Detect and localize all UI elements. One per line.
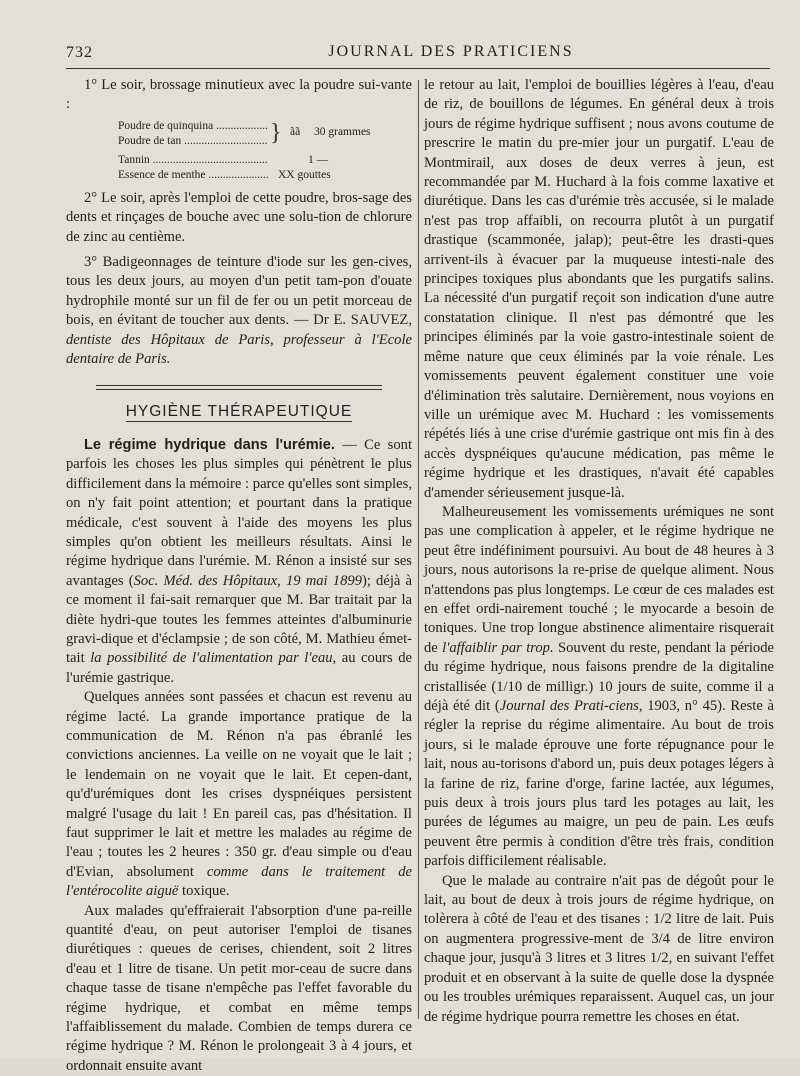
recipe-row (118, 153, 412, 168)
article-paragraph-6: Que le malade au contraire n'ait pas de dégoût pour le lait, au bout de deux à trois jours de régime hydrique, on tolèrera à côté de l'eau et des tisanes : 1/2 litre de lait. Puis on augmentera progressive-ment de 3/4 de litre environ chaque jour, jusqu'à 3 litres et 3 litres 1/2, en suivant l'effet produit et en observant à la suite de quelle dose la dyspnée ou les troubles urémiques reparaissent. Auquel cas, un jour de régime hydrique pourra remettre les choses en état. (424, 872, 774, 1025)
recipe-quantity: 1 — (308, 153, 329, 166)
recipe-quantity: XX gouttes (278, 168, 331, 181)
article-paragraph-5 (424, 503, 774, 872)
article-paragraph-3: Aux malades qu'effraierait l'absorption d'une pa-reille quantité d'eau, on peut autoriser l'emploi de tisanes diurétiques : queues de cerises, chiendent, soit 2 litres d'eau et 1 litre de tisane. Un petit mor-ceau de sucre dans chaque tasse de tisane n'empêche pas l'effet favorable du régime hydrique, et combat en même temps l'affaiblissement du malade. Combien de temps durera ce régime hydrique ? M. Rénon le prolongeait 3 à 4 jours, et ordonnait ensuite avant (66, 902, 412, 1074)
article-text: toxique. (178, 883, 230, 900)
section-separator (96, 385, 382, 390)
paragraph-iodine-text: 3° Badigeonnages de teinture d'iode sur les gen-cives, tous les deux jours, au moyen d'un petit tam-pon d'ouate hydrophile monté sur un fil de fer ou un petit morceau de bois, en évitant de toucher aux dents. — (66, 254, 412, 329)
article-italic: comme dans le traitement de l'entérocolite aiguë (66, 863, 412, 900)
article-paragraph-1 (66, 436, 412, 688)
column-divider (418, 80, 419, 1019)
article-text: — Ce sont parfois les choses les plus simples qui pénètrent le plus difficilement dans la mémoire : parce qu'elles sont simples, on n'y fait point attention; et pourtant dans la pratique médicale, c'est souvent à l'aide des moyens les plus simples qu'on obtient les meilleurs résultats. Ainsi le régime hydrique dans l'urémie. M. Rénon a insisté sur ses avantages ( (66, 436, 412, 589)
author-name: Dr E. SAUVEZ, (313, 312, 412, 329)
recipe-ingredient: Poudre de quinquina ..... (118, 119, 268, 134)
article-reference: Soc. Méd. des Hôpitaux, 19 mai 1899 (133, 572, 362, 589)
paragraph-iodine (66, 253, 412, 369)
paragraph-brushing: 1° Le soir, brossage minutieux avec la poudre sui-vante : (66, 77, 412, 113)
text-columns (66, 76, 775, 1074)
paragraph-rinse: 2° Le soir, après l'emploi de cette poudre, bros-sage des dents et rinçages de bouche avec une solu-tion de chlorure de zinc au centième. (66, 189, 412, 245)
recipe-table (118, 119, 412, 183)
recipe-aa-label: ãã (290, 125, 301, 138)
page-number: 732 (66, 44, 93, 61)
section-title (66, 402, 412, 421)
recipe-brace: } (270, 119, 282, 146)
article-italic: l'affaiblir par trop. (442, 639, 554, 656)
recipe-ingredient: Essence de menthe ..... (118, 168, 268, 183)
header-rule (66, 68, 770, 69)
page-header (62, 38, 770, 64)
recipe-ingredient: Poudre de tan ..... (118, 134, 268, 149)
article-title: Le régime hydrique dans l'urémie. (84, 436, 335, 453)
right-column (424, 76, 774, 1027)
recipe-row (118, 168, 412, 183)
left-column (66, 76, 412, 1076)
article-text: au cours de l'urémie gastrique. (66, 650, 412, 686)
journal-title: JOURNAL DES PRATICIENS (328, 43, 574, 60)
article-reference: Journal des Prati-ciens (499, 698, 639, 714)
article-italic: la possibilité de l'alimentation par l'eau, (90, 650, 337, 667)
article-text: , 1903, n° 45). Reste à régler la reprise du régime alimentaire. Au bout de trois jours, si le malade éprouve une forte répugnance pour le lait, nous au-torisons d'abord un, puis deux potages légers à la farine de riz, farine d'orge, farine lactée, aux légumes, puis deux à trois jours plus tard les potages au lait, les purées de légumes au maigre, un peu de pain. Les œufs peuvent être permis à condition d'être très frais, condition parfois difficilement réalisable. (424, 698, 775, 870)
author-title: dentiste des Hôpitaux de Paris, professeur à l'Ecole dentaire de Paris. (66, 331, 412, 368)
article-text: Malheureusement les vomissements urémiques ne sont pas une complication à appeler, et le régime hydrique ne peut être indéfiniment poursuivi. Au bout de 48 heures à 3 jours, nous autorisons la re-prise de quelque aliment. Nous n'attendons pas plus longtemps. Le cœur de ces malades est en effet ordi-nairement touché ; le myocarde a besoin de toniques. Une trop longue abstinence alimentaire risquerait de (424, 503, 774, 656)
section-title-text: HYGIÈNE THÉRAPEUTIQUE (125, 403, 353, 421)
article-paragraph-2 (66, 688, 412, 901)
article-text: Quelques années sont passées et chacun est revenu au régime lacté. La grande importance pratique de la communication de M. Rénon n'a pas ébranlé les convictions anciennes. La veille on ne voyait que le lait ; le lendemain on ne voyait que le lait. Et cepen-dant, qu'd'urémiques dont les crises dyspnéiques persistent malgré l'usage du lait ! En pareil cas, pas d'hésitation. Il faut supprimer le lait et mettre les malades au régime de l'eau ; toutes les 2 heures : 350 gr. d'eau simple ou d'eau d'Evian, absolument (66, 689, 412, 880)
recipe-ingredient: Tannin ..... (118, 153, 268, 168)
article-text: ); déjà à ce moment il fai-sait remarquer que M. Bar traitait par la diète hydri-que toutes les femmes atteintes d'albuminurie gravi-dique et d'éclampsie ; de son côté, M. Mathieu émet-tait (66, 572, 413, 667)
article-paragraph-4: le retour au lait, l'emploi de bouillies légères à l'eau, d'eau de riz, de bouillons de légumes. En général deux à trois jours de régime hydrique suffisent ; nous avons coutume de prescrire le matin du pre-mier jour un purgatif. L'eau de Montmirail, aux doses de deux verres à jeun, est recommandée par M. Huchard à la fois comme laxative et diurétique. Dans les cas d'urémie très accusée, si le malade n'est pas trop affaibli, on recourra plutôt à un purgatif drastique (scammonée, jalap); peut-être les drasti-ques arrivent-ils à évacuer par la muqueuse intesti-nale des principes toxiques plus abondants que les purgatifs salins. La nécessité d'un purgatif reçoit son indication d'une autre constatation clinique. Il n'est pas démontré que les principes éliminés par la voie gastro-intestinale soient de même nature que ceux éliminés par la voie rénale. Les vomissements peuvent également constituer une voie d'élimination très salutaire. Dernièrement, nous voyions en ville un urémique avec M. Huchard : les vomissements répétés liés à une crise d'urémie gastrique ont mis fin à des accès dyspnéiques qu'aucune médication, pas même le régime hydrique et les drastiques, n'avait été capables d'amender sérieusement jusque-là. (424, 77, 774, 501)
article-text: Souvent du reste, pendant la période du régime hydrique, nous faisons prendre de la digitaline cristallisée (1/10 de milligr.) 10 jours de suite, comme il a déjà été dit ( (424, 639, 774, 714)
recipe-dose: 30 grammes (314, 125, 371, 138)
